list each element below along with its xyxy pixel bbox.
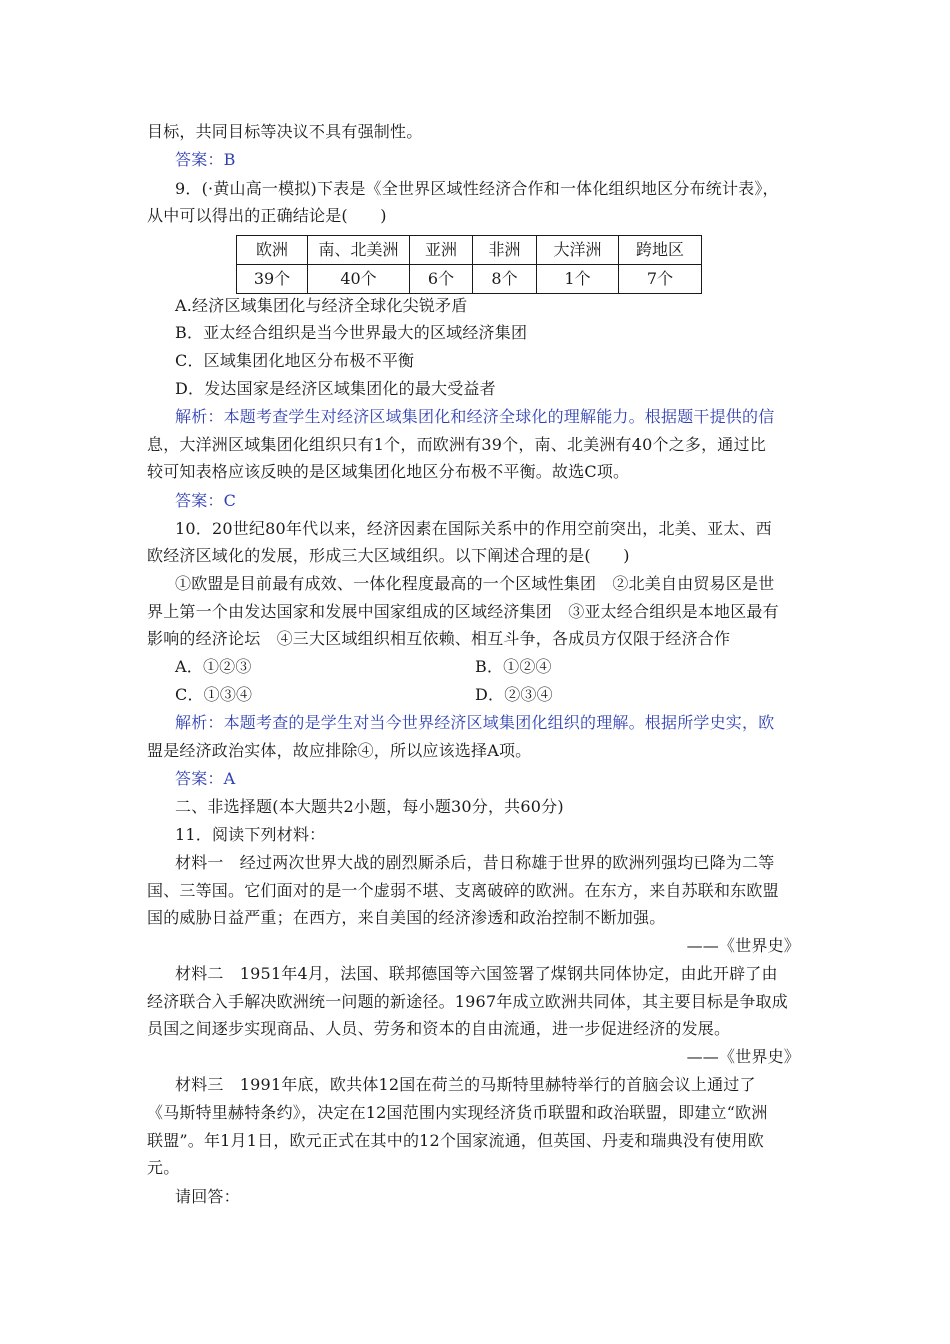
- text-line: 较可知表格应该反映的是区域集团化地区分布极不平衡。故选C项。: [147, 462, 630, 481]
- question-10: 10．20世纪80年代以来，经济因素在国际关系中的作用空前突出，北美、亚太、西: [175, 519, 772, 538]
- analysis-line: [175, 406, 835, 428]
- analysis-line: [175, 712, 835, 734]
- text-line: 《马斯特里赫特条约》，决定在12国范围内实现经济货币联盟和政治联盟，即建立“欧洲: [147, 1103, 768, 1122]
- answer-label: 答案：C: [175, 491, 237, 510]
- text-line: 从中可以得出的正确结论是( ): [147, 206, 387, 225]
- table-cell: 非洲: [473, 236, 537, 265]
- text-line: 元。: [147, 1158, 180, 1177]
- text-line: 盟是经济政治实体，故应排除④，所以应该选择A项。: [147, 741, 532, 760]
- option-c: C．①③④: [175, 685, 253, 704]
- answer-label: 答案：A: [175, 769, 236, 788]
- text-line: 国的威胁日益严重；在西方，来自美国的经济渗透和政治控制不断加强。: [147, 908, 666, 927]
- source-citation: ——《世界史》: [686, 936, 800, 955]
- table-row: [237, 265, 702, 294]
- analysis-text: 解析：本题考查的是学生对当今世界经济区域集团化组织的理解。根据所学史实，欧: [175, 713, 775, 732]
- text-line: 国、三等国。它们面对的是一个虚弱不堪、支离破碎的欧洲。在东方，来自苏联和东欧盟: [147, 881, 779, 900]
- table-cell: 亚洲: [410, 236, 473, 265]
- answer-label: 答案：B: [175, 150, 236, 169]
- option-b: B．亚太经合组织是当今世界最大的区域经济集团: [175, 323, 528, 342]
- prompt-line: 请回答：: [175, 1187, 240, 1206]
- table-cell: 大洋洲: [537, 236, 619, 265]
- table-cell: 1个: [537, 265, 619, 294]
- option-a: A．①②③: [175, 657, 252, 676]
- text-line: 界上第一个由发达国家和发展中国家组成的区域经济集团 ③亚太经合组织是本地区最有: [147, 602, 779, 621]
- material-three: 材料三 1991年底，欧共体12国在荷兰的马斯特里赫特举行的首脑会议上通过了: [175, 1075, 756, 1094]
- table-header-row: [237, 236, 702, 265]
- option-d: D．发达国家是经济区域集团化的最大受益者: [175, 379, 496, 398]
- option-b: B．①②④: [475, 657, 552, 676]
- table-cell: 欧洲: [237, 236, 308, 265]
- question-9: 9．(·黄山高一模拟)下表是《全世界区域性经济合作和一体化组织地区分布统计表》，: [175, 179, 779, 198]
- table-cell: 6个: [410, 265, 473, 294]
- option-d: D．②③④: [475, 685, 553, 704]
- table-cell: 40个: [308, 265, 410, 294]
- option-c: C．区域集团化地区分布极不平衡: [175, 351, 415, 370]
- question-11: 11．阅读下列材料：: [175, 825, 326, 844]
- text-line: 欧经济区域化的发展，形成三大区域组织。以下阐述合理的是( ): [147, 546, 630, 565]
- material-two: 材料二 1951年4月，法国、联邦德国等六国签署了煤钢共同体协定，由此开辟了由: [175, 964, 778, 983]
- table-cell: 39个: [237, 265, 308, 294]
- text-line: 经济联合入手解决欧洲统一问题的新途径。1967年成立欧洲共同体，其主要目标是争取成: [147, 992, 788, 1011]
- text-line: 影响的经济论坛 ④三大区域组织相互依赖、相互斗争，各成员方仅限于经济合作: [147, 629, 731, 648]
- section-heading: 二、非选择题(本大题共2小题，每小题30分，共60分): [175, 797, 564, 816]
- text-line: 目标，共同目标等决议不具有强制性。: [147, 122, 423, 141]
- table-cell: 7个: [619, 265, 702, 294]
- table-cell: 跨地区: [619, 236, 702, 265]
- source-citation: ——《世界史》: [686, 1047, 800, 1066]
- table-cell: 南、北美洲: [308, 236, 410, 265]
- text-line: 息，大洋洲区域集团化组织只有1个，而欧洲有39个，南、北美洲有40个之多，通过比: [147, 435, 766, 454]
- options-row: [175, 656, 835, 678]
- table-cell: 8个: [473, 265, 537, 294]
- analysis-text: 解析：本题考查学生对经济区域集团化和经济全球化的理解能力。根据题干提供的信: [175, 407, 775, 426]
- option-a: A.经济区域集团化与经济全球化尖锐矛盾: [175, 296, 468, 315]
- text-line: 员国之间逐步实现商品、人员、劳务和资本的自由流通，进一步促进经济的发展。: [147, 1019, 731, 1038]
- statement-line: ①欧盟是目前最有成效、一体化程度最高的一个区域性集团 ②北美自由贸易区是世: [175, 574, 775, 593]
- options-row: [175, 684, 835, 706]
- material-one: 材料一 经过两次世界大战的剧烈厮杀后，昔日称雄于世界的欧洲列强均已降为二等: [175, 853, 775, 872]
- text-line: 联盟”。年1月1日，欧元正式在其中的12个国家流通，但英国、丹麦和瑞典没有使用欧: [147, 1131, 764, 1150]
- distribution-table: [236, 235, 702, 294]
